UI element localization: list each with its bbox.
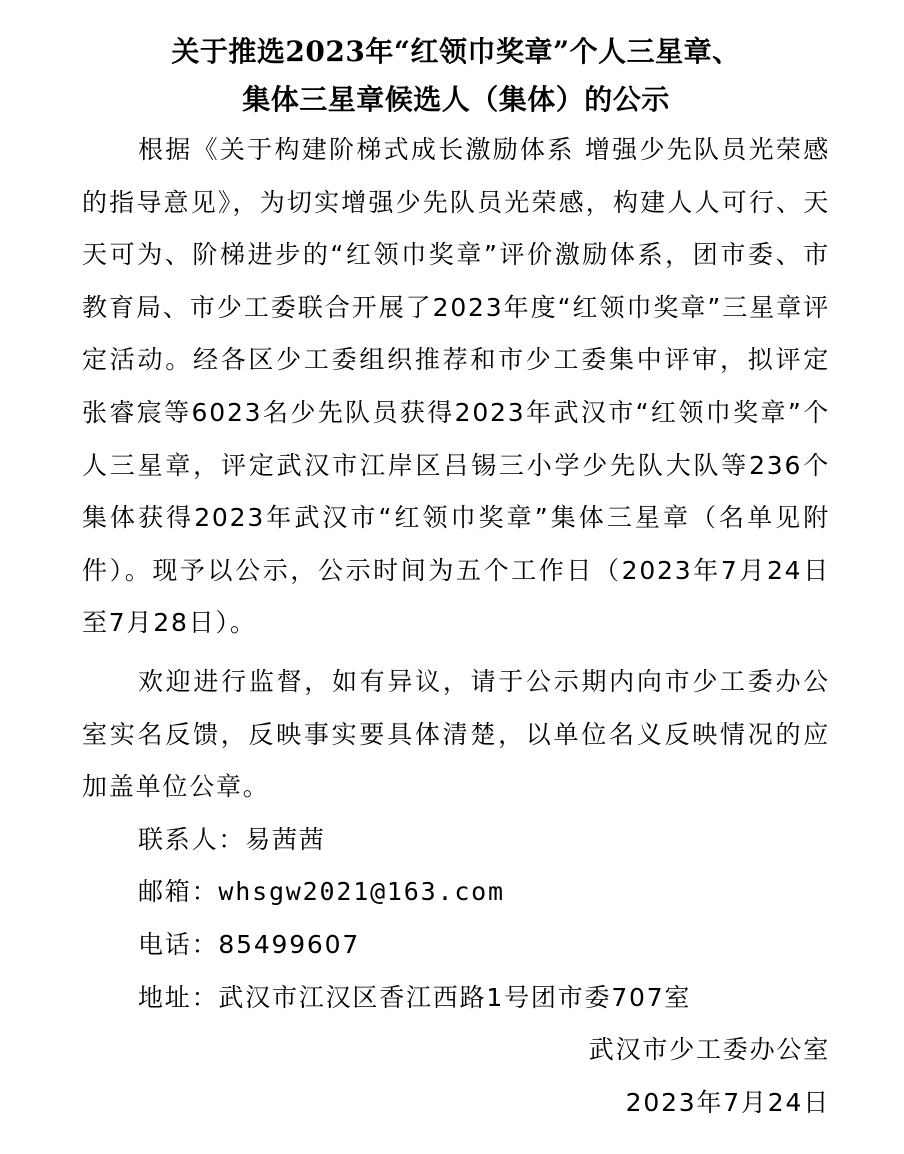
contact-phone-label: 电话： bbox=[138, 929, 219, 959]
notice-document bbox=[82, 28, 830, 1129]
title-line-2: 集体三星章候选人（集体）的公示 bbox=[242, 83, 670, 116]
contact-address-value: 武汉市江汉区香江西路1号团市委707室 bbox=[218, 982, 692, 1012]
signature-organization: 武汉市少工委办公室 bbox=[588, 1035, 830, 1065]
paragraph-supervision: 欢迎进行监督，如有异议，请于公示期内向市少工委办公室实名反馈，反映事实要具体清楚，以单位名义反映情况的应加盖单位公章。 bbox=[82, 666, 830, 802]
contact-email-value: whsgw2021@163.com bbox=[218, 877, 505, 907]
contact-address-label: 地址： bbox=[138, 982, 219, 1012]
paragraph-announcement: 根据《关于构建阶梯式成长激励体系 增强少先队员光荣感的指导意见》，为切实增强少先队员光荣感，构建人人可行、天天可为、阶梯进步的“红领巾奖章”评价激励体系，团市委、市教育局、市少工委联合开展了2023年度“红领巾奖章”三星章评定活动。经各区少工委组织推荐和市少工委集中评审，拟评定张睿宸等6023名少先队员获得2023年武汉市“红领巾奖章”个人三星章，评定武汉市江岸区吕锡三小学少先队大队等236个集体获得2023年武汉市“红领巾奖章”集体三星章（名单见附件）。现予以公示，公示时间为五个工作日（2023年7月24日至7月28日）。 bbox=[82, 135, 830, 638]
signature-date: 2023年7月24日 bbox=[625, 1087, 830, 1117]
contact-person-label: 联系人： bbox=[138, 824, 246, 854]
contact-phone-value: 85499607 bbox=[218, 929, 361, 959]
contact-person bbox=[82, 814, 830, 867]
contact-email-label: 邮箱： bbox=[138, 877, 219, 907]
contact-address bbox=[82, 972, 830, 1025]
contact-phone bbox=[82, 919, 830, 972]
document-title bbox=[82, 28, 830, 124]
contact-email bbox=[82, 866, 830, 919]
contact-person-value: 易茜茜 bbox=[245, 824, 326, 854]
title-line-1: 关于推选2023年“红领巾奖章”个人三星章、 bbox=[171, 35, 741, 68]
